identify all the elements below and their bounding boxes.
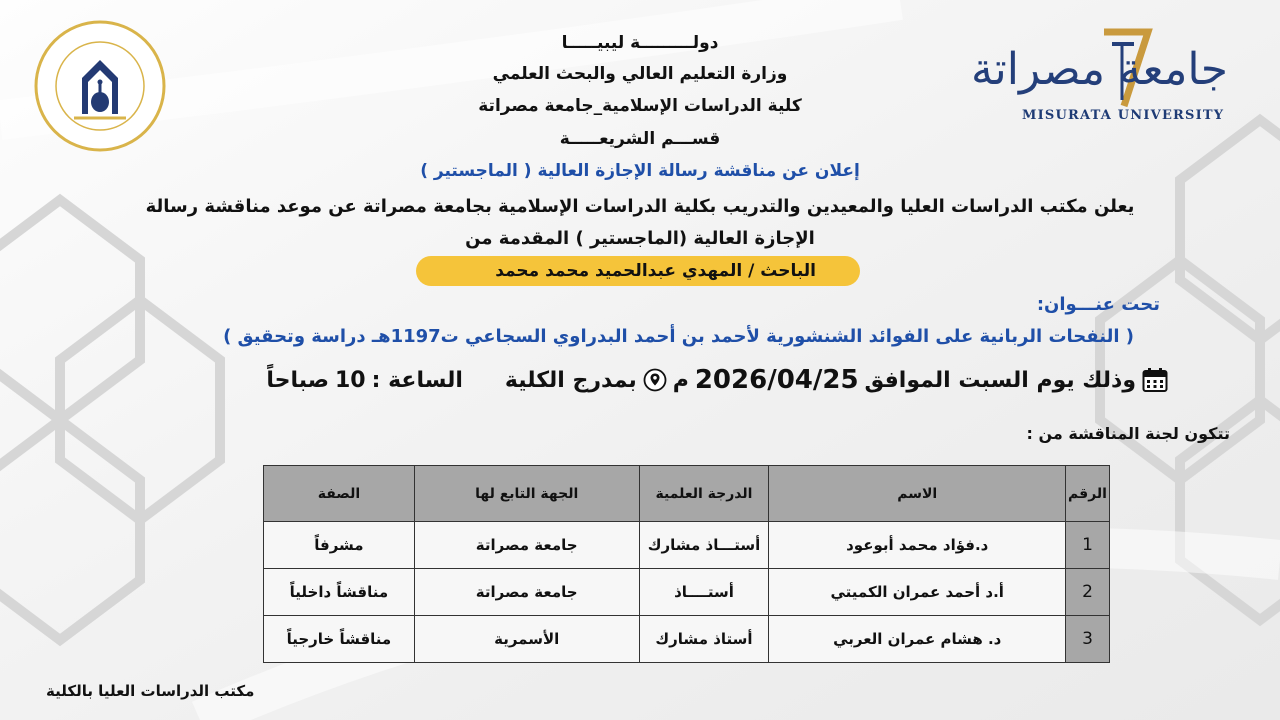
row-number: 1: [1066, 522, 1110, 569]
row-affiliation: جامعة مصراتة: [414, 569, 639, 616]
university-name-english: MISURATA UNIVERSITY: [1022, 108, 1225, 123]
row-role: مناقشاً خارجياً: [264, 616, 415, 663]
header-affiliation: الجهة التابع لها: [414, 466, 639, 522]
location-pin-icon: [643, 368, 667, 392]
ministry-line: وزارة التعليم العالي والبحث العلمي: [492, 64, 788, 84]
announcement-body-line1: يعلن مكتب الدراسات العليا والمعيدين والتدريب بكلية الدراسات الإسلامية بجامعة مصراتة عن موعد مناقشة رسالة: [145, 196, 1135, 217]
department-line: قســـم الشريعـــــة: [559, 129, 721, 149]
table-row: [264, 569, 1110, 616]
announcement-title: إعلان عن مناقشة رسالة الإجازة العالية ( الماجستير ): [420, 161, 860, 181]
faculty-line: كلية الدراسات الإسلامية_جامعة مصراتة: [478, 96, 802, 116]
schedule-row: [260, 362, 1168, 398]
header-degree: الدرجة العلمية: [639, 466, 769, 522]
row-degree: أستـــاذ مشارك: [639, 522, 769, 569]
schedule-date: 2026/04/25: [694, 365, 859, 395]
schedule-day-text: وذلك يوم السبت الموافق: [864, 367, 1136, 393]
thesis-title-label: تحت عنـــوان:: [1036, 294, 1160, 315]
header-role: الصفة: [264, 466, 415, 522]
row-name: أ.د أحمد عمران الكميتي: [769, 569, 1066, 616]
row-name: د.فؤاد محمد أبوعود: [769, 522, 1066, 569]
footer-signature: مكتب الدراسات العليا بالكلية: [46, 682, 255, 700]
row-degree: أستــــاذ: [639, 569, 769, 616]
schedule-time-suffix: صباحاً: [266, 367, 329, 393]
row-role: مشرفاً: [264, 522, 415, 569]
table-row: [264, 522, 1110, 569]
table-row: [264, 616, 1110, 663]
row-affiliation: الأسمرية: [414, 616, 639, 663]
header-number: الرقم: [1066, 466, 1110, 522]
researcher-name: الباحث / المهدي عبدالحميد محمد محمد: [416, 256, 860, 286]
schedule-time-label: الساعة :: [371, 367, 463, 393]
row-affiliation: جامعة مصراتة: [414, 522, 639, 569]
schedule-date-suffix: م: [672, 367, 689, 393]
university-name-arabic: جامعة مصراتة: [970, 44, 1228, 95]
schedule-time-value: 10: [335, 367, 366, 393]
row-number: 2: [1066, 569, 1110, 616]
header-name: الاسم: [769, 466, 1066, 522]
thesis-title: ( النفحات الربانية على الفوائد الشنشورية لأحمد بن أحمد البدراوي السجاعي ت1197هـ دراسة وتحقيق ): [223, 326, 1134, 347]
row-degree: أستاذ مشارك: [639, 616, 769, 663]
row-name: د. هشام عمران العربي: [769, 616, 1066, 663]
committee-table: [263, 465, 1110, 663]
row-role: مناقشاً داخلياً: [264, 569, 415, 616]
row-number: 3: [1066, 616, 1110, 663]
calendar-icon: [1142, 367, 1168, 393]
state-line: دولـــــــــة ليبيـــــا: [561, 33, 719, 53]
table-header-row: [264, 466, 1110, 522]
announcement-body-line2: الإجازة العالية (الماجستير ) المقدمة من: [465, 228, 815, 249]
schedule-location: بمدرج الكلية: [504, 367, 637, 393]
committee-label: تتكون لجنة المناقشة من :: [1026, 424, 1230, 443]
